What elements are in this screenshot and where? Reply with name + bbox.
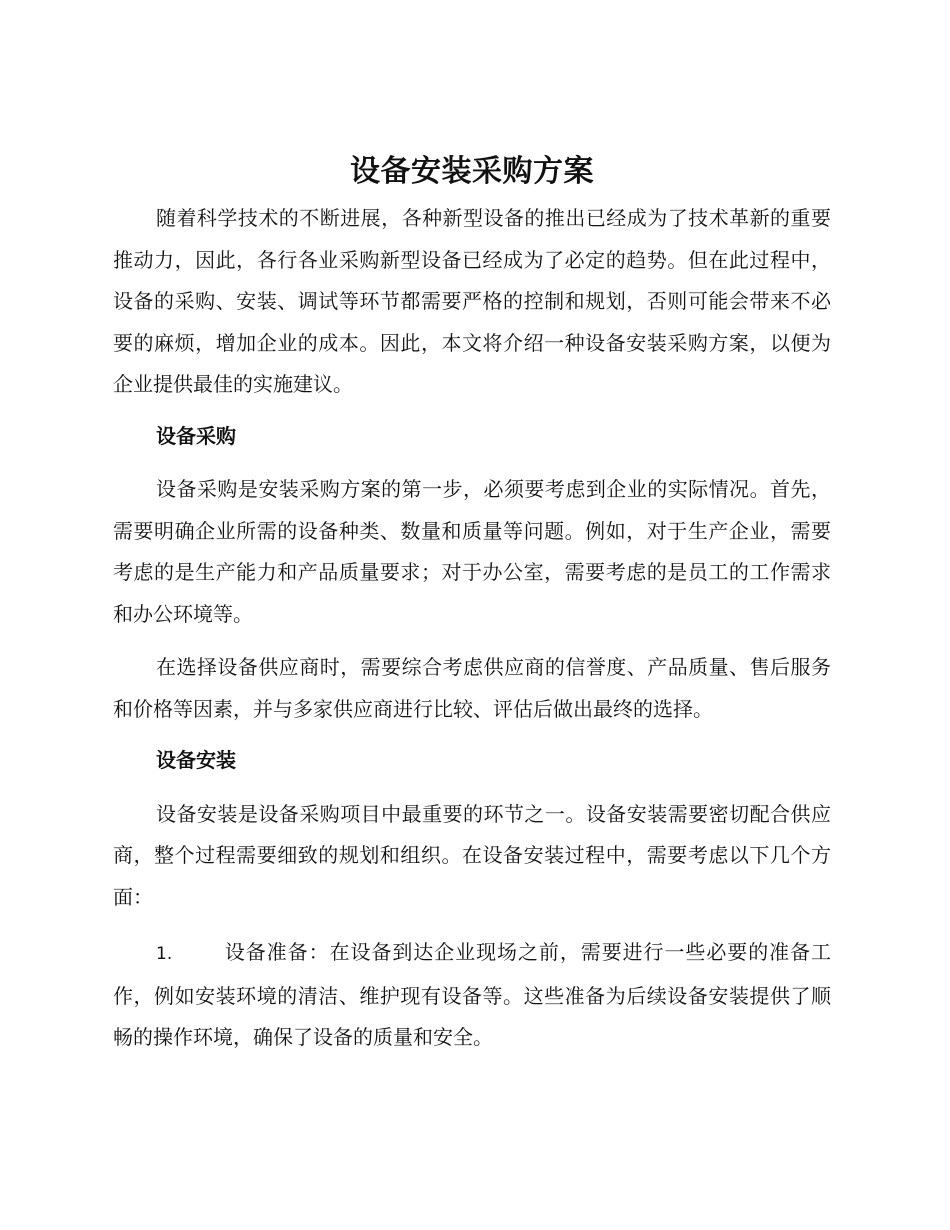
installation-paragraph-1: 设备安装是设备采购项目中最重要的环节之一。设备安装需要密切配合供应商，整个过程需要细致的规划和组织。在设备安装过程中，需要考虑以下几个方面： <box>113 801 831 909</box>
section-installation <box>113 740 831 1059</box>
list-item-number: 1. <box>156 944 173 964</box>
document-page <box>113 150 831 1059</box>
section-heading-installation: 设备安装 <box>156 748 236 772</box>
procurement-paragraph-2: 在选择设备供应商时，需要综合考虑供应商的信誉度、产品质量、售后服务和价格等因素，并与多家供应商进行比较、评估后做出最终的选择。 <box>113 655 831 721</box>
intro-paragraph: 随着科学技术的不断进展，各种新型设备的推出已经成为了技术革新的重要推动力，因此，各行各业采购新型设备已经成为了必定的趋势。但在此过程中，设备的采购、安装、调试等环节都需要严格的控制和规划，否则可能会带来不必要的麻烦，增加企业的成本。因此，本文将介绍一种设备安装采购方案，以便为企业提供最佳的实施建议。 <box>113 206 831 396</box>
procurement-paragraph-1: 设备采购是安装采购方案的第一步，必须要考虑到企业的实际情况。首先，需要明确企业所需的设备种类、数量和质量等问题。例如，对于生产企业，需要考虑的是生产能力和产品质量要求；对于办公室，需要考虑的是员工的工作需求和办公环境等。 <box>113 477 831 626</box>
document-title: 设备安装采购方案 <box>350 154 594 189</box>
section-procurement <box>113 416 831 731</box>
section-heading-procurement: 设备采购 <box>156 423 236 448</box>
list-item <box>113 932 831 1059</box>
list-item-text: 设备准备：在设备到达企业现场之前，需要进行一些必要的准备工作，例如安装环境的清洁、维护现有设备等。这些准备为后续设备安装提供了顺畅的操作环境，确保了设备的质量和安全。 <box>113 940 831 1049</box>
